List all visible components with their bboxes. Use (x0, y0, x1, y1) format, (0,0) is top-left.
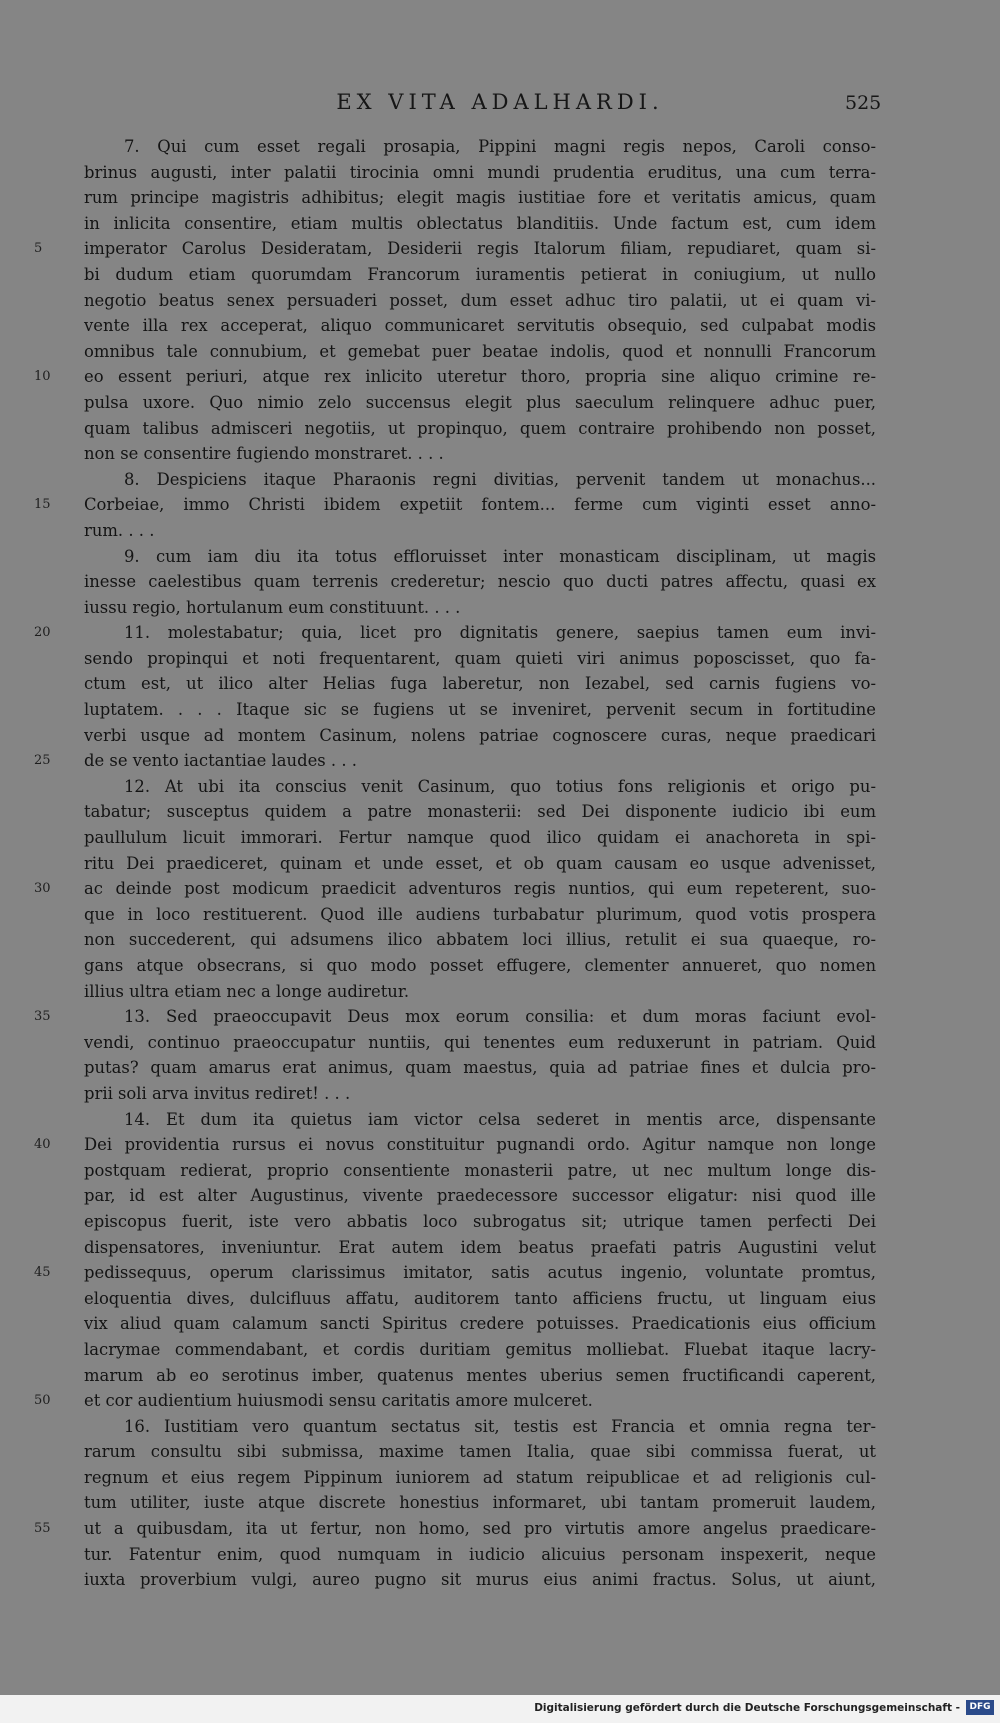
line-text: rum. . . . (84, 520, 155, 540)
margin-line-number: 10 (34, 369, 51, 385)
line-text: episcopus fuerit, iste vero abbatis loco subrogatus sit; utrique tamen perfecti Dei (84, 1211, 876, 1231)
text-line (84, 518, 876, 544)
footer-credit-text: Digitalisierung gefördert durch die Deutsche Forschungsgemeinschaft - (534, 1702, 960, 1714)
margin-line-number: 25 (34, 753, 51, 769)
line-text: 7. Qui cum esset regali prosapia, Pippini magni regis nepos, Caroli conso- (124, 137, 876, 156)
line-text: sendo propinqui et noti frequentarent, quam quieti viri animus poposcisset, quo fa- (84, 648, 876, 668)
line-text: non se consentire fugiendo monstraret. . . . (84, 444, 444, 464)
line-text: illius ultra etiam nec a longe audiretur. (84, 981, 410, 1001)
line-text: tabatur; susceptus quidem a patre monasterii: sed Dei disponente iudicio ibi eum (84, 802, 876, 822)
line-text: Corbeiae, immo Christi ibidem expetiit fontem... ferme cum viginti esset anno- (84, 495, 876, 515)
line-text: ctum est, ut ilico alter Helias fuga laberetur, non Iezabel, sed carnis fugiens vo- (84, 674, 876, 694)
text-line (84, 1030, 876, 1056)
line-text: rum principe magistris adhibitus; elegit magis iustitiae fore et veritatis amicus, quam (84, 188, 876, 208)
text-line (34, 1004, 876, 1030)
margin-line-number: 55 (34, 1521, 51, 1537)
line-text: eloquentia dives, dulcifluus affatu, auditorem tanto afficiens fructu, ut linguam eius (84, 1288, 876, 1308)
line-text: 14. Et dum ita quietus iam victor celsa sederet in mentis arce, dispensante (124, 1109, 876, 1129)
line-text: ritu Dei praediceret, quinam et unde esset, et ob quam causam eo usque advenisset, (84, 853, 876, 873)
margin-line-number: 20 (34, 625, 51, 641)
text-line (84, 416, 876, 442)
text-line (84, 160, 876, 186)
line-text: pulsa uxore. Quo nimio zelo succensus elegit plus saeculum relinquere adhuc puer, (84, 392, 876, 412)
margin-line-number: 15 (34, 497, 51, 513)
line-text: in inlicita consentire, etiam multis oblectatus blanditiis. Unde factum est, cum idem (84, 213, 876, 233)
text-line (34, 620, 876, 646)
text-line (84, 1158, 876, 1184)
line-text: 11. molestabatur; quia, licet pro dignitatis genere, saepius tamen eum invi- (124, 623, 876, 643)
line-text: imperator Carolus Desideratam, Desiderii regis Italorum filiam, repudiaret, quam si- (84, 239, 876, 259)
line-text: 9. cum iam diu ita totus effloruisset inter monasticam disciplinam, ut magis (124, 546, 876, 566)
text-line (84, 1107, 876, 1133)
text-line (84, 1439, 876, 1465)
line-text: regnum et eius regem Pippinum iuniorem ad statum reipublicae et ad religionis cul- (84, 1467, 876, 1487)
text-line (84, 1465, 876, 1491)
text-line (84, 262, 876, 288)
text-line (84, 1363, 876, 1389)
text-line (84, 1183, 876, 1209)
text-line (84, 979, 876, 1005)
text-line (84, 1055, 876, 1081)
line-text: 16. Iustitiam vero quantum sectatus sit, testis est Francia et omnia regna ter- (124, 1416, 876, 1436)
line-text: vente illa rex acceperat, aliquo communicaret servitutis obsequio, sed culpabat modis (84, 316, 876, 336)
line-text: inesse caelestibus quam terrenis crederetur; nescio quo ducti patres affectu, quasi ex (84, 572, 876, 592)
text-line (84, 723, 876, 749)
line-text: omnibus tale connubium, et gemebat puer beatae indolis, quod et nonnulli Francorum (84, 341, 876, 361)
line-text: pedissequus, operum clarissimus imitator, satis acutus ingenio, voluntate promtus, (84, 1263, 876, 1283)
text-line (84, 1235, 876, 1261)
body-text (34, 134, 876, 1593)
line-text: marum ab eo serotinus imber, quatenus mentes uberius semen fructificandi caperent, (84, 1365, 876, 1385)
line-text: que in loco restituerent. Quod ille audiens turbabatur plurimum, quod votis prospera (84, 904, 876, 924)
text-line (84, 1414, 876, 1440)
line-text: prii soli arva invitus rediret! . . . (84, 1083, 351, 1103)
text-line (84, 927, 876, 953)
line-text: 13. Sed praeoccupavit Deus mox eorum consilia: et dum moras faciunt evol- (124, 1007, 876, 1027)
line-text: bi dudum etiam quorumdam Francorum iuramentis petierat in coniugium, ut nullo (84, 264, 876, 284)
line-text: ut a quibusdam, ita ut fertur, non homo, sed pro virtutis amore angelus praedicare- (84, 1519, 876, 1539)
text-line (34, 1132, 876, 1158)
text-line (84, 134, 876, 160)
line-text: eo essent periuri, atque rex inlicito uteretur thoro, propria sine aliquo crimine re- (84, 367, 876, 387)
text-line (84, 1081, 876, 1107)
line-text: non succederent, qui adsumens ilico abbatem loci illius, retulit ei sua quaeque, ro- (84, 930, 876, 950)
text-line (34, 236, 876, 262)
line-text: par, id est alter Augustinus, vivente praedecessore successor eligatur: nisi quod ille (84, 1186, 876, 1206)
dfg-logo: DFG (966, 1700, 994, 1715)
text-line (84, 595, 876, 621)
line-text: quam talibus admisceri negotiis, ut propinquo, quem contraire prohibendo non posset, (84, 418, 876, 438)
text-line (84, 697, 876, 723)
line-text: vendi, continuo praeoccupatur nuntiis, qui tenentes eum reduxerunt in patriam. Quid (84, 1032, 876, 1052)
text-line (84, 211, 876, 237)
text-line (84, 671, 876, 697)
text-line (84, 1490, 876, 1516)
text-line (84, 185, 876, 211)
line-text: luptatem. . . . Itaque sic se fugiens ut se inveniret, pervenit secum in fortitudine (84, 700, 876, 720)
line-text: ac deinde post modicum praedicit adventuros regis nuntios, qui eum repeterent, suo- (84, 879, 876, 899)
line-text: et cor audientium huiusmodi sensu caritatis amore mulceret. (84, 1391, 593, 1411)
margin-line-number: 5 (34, 241, 43, 257)
text-line (34, 1260, 876, 1286)
line-text: negotio beatus senex persuaderi posset, dum esset adhuc tiro palatii, ut ei quam vi- (84, 290, 876, 310)
text-line (84, 288, 876, 314)
text-line (84, 1337, 876, 1363)
line-text: verbi usque ad montem Casinum, nolens patriae cognoscere curas, neque praedicari (84, 725, 876, 745)
page-number: 525 (845, 92, 882, 114)
text-line (34, 364, 876, 390)
line-text: tum utiliter, iuste atque discrete honestius informaret, ubi tantam promeruit laudem, (84, 1493, 876, 1513)
margin-line-number: 45 (34, 1265, 51, 1281)
text-line (84, 902, 876, 928)
margin-line-number: 30 (34, 881, 51, 897)
text-line (84, 851, 876, 877)
margin-line-number: 40 (34, 1137, 51, 1153)
text-line (84, 1311, 876, 1337)
text-line (84, 569, 876, 595)
text-line (84, 1286, 876, 1312)
running-header-title: EX VITA ADALHARDI. (336, 90, 664, 114)
text-line (84, 774, 876, 800)
line-text: tur. Fatentur enim, quod numquam in iudicio alicuius personam inspexerit, neque (84, 1544, 876, 1564)
text-line (84, 441, 876, 467)
text-line (84, 646, 876, 672)
margin-line-number: 35 (34, 1009, 51, 1025)
line-text: brinus augusti, inter palatii tirocinia omni mundi prudentia eruditus, una cum terra- (84, 162, 876, 182)
line-text: dispensatores, inveniuntur. Erat autem idem beatus praefati patris Augustini velut (84, 1237, 876, 1257)
text-line (34, 1516, 876, 1542)
line-text: iussu regio, hortulanum eum constituunt. . . . (84, 597, 461, 617)
text-line (84, 1209, 876, 1235)
line-text: gans atque obsecrans, si quo modo posset effugere, clementer annueret, quo nomen (84, 956, 876, 975)
text-line (84, 339, 876, 365)
margin-line-number: 50 (34, 1393, 51, 1409)
text-line (84, 544, 876, 570)
text-line (84, 1542, 876, 1568)
line-text: postquam redierat, proprio consentiente monasterii patre, ut nec multum longe dis- (84, 1160, 876, 1180)
line-text: paullulum licuit immorari. Fertur namque quod ilico quidam ei anachoreta in spi- (84, 828, 876, 848)
line-text: vix aliud quam calamum sancti Spiritus credere potuisses. Praedicationis eius officium (84, 1314, 876, 1334)
text-line (34, 492, 876, 518)
line-text: rarum consultu sibi submissa, maxime tamen Italia, quae sibi commissa fuerat, ut (84, 1442, 876, 1462)
line-text: iuxta proverbium vulgi, aureo pugno sit murus eius animi fractus. Solus, ut aiunt, (84, 1570, 876, 1590)
digitization-footer (0, 1695, 1000, 1723)
line-text: putas? quam amarus erat animus, quam maestus, quia ad patriae fines et dulcia pro- (84, 1058, 876, 1078)
text-line (84, 799, 876, 825)
text-line (34, 876, 876, 902)
text-line (84, 953, 876, 979)
text-line (34, 748, 876, 774)
text-line (84, 467, 876, 493)
text-line (34, 1388, 876, 1414)
line-text: lacrymae commendabant, et cordis duritiam gemitus molliebat. Fluebat itaque lacry- (84, 1339, 876, 1359)
line-text: de se vento iactantiae laudes . . . (84, 751, 357, 771)
line-text: 12. At ubi ita conscius venit Casinum, quo totius fons religionis et origo pu- (124, 776, 876, 796)
text-line (84, 1567, 876, 1593)
line-text: Dei providentia rursus ei novus constituitur pugnandi ordo. Agitur namque non longe (84, 1135, 876, 1155)
text-line (84, 390, 876, 416)
text-line (84, 825, 876, 851)
text-line (84, 313, 876, 339)
line-text: 8. Despiciens itaque Pharaonis regni divitias, pervenit tandem ut monachus... (124, 469, 876, 489)
